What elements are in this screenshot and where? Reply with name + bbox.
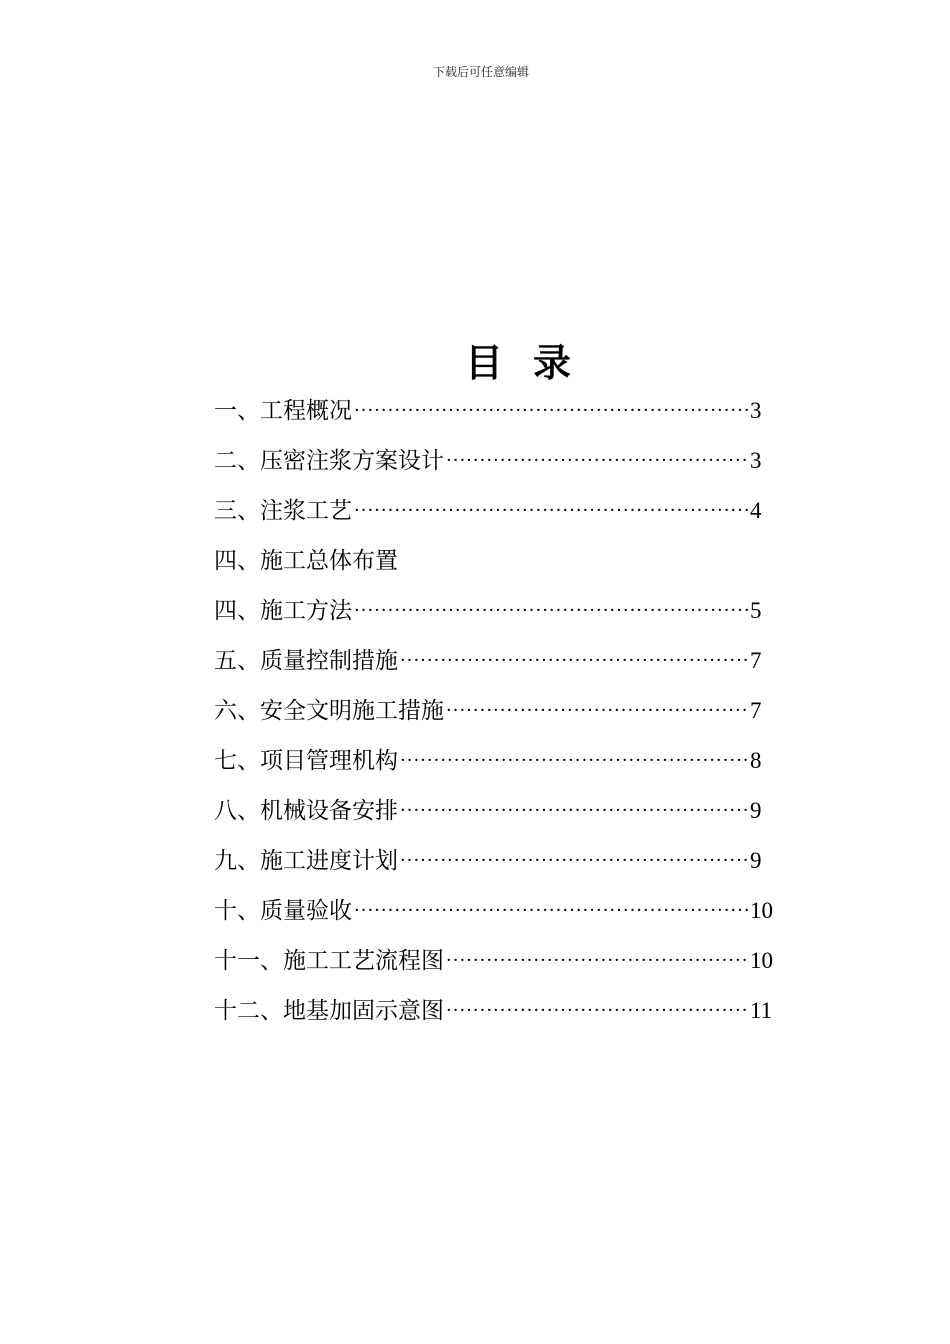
toc-entry[interactable] bbox=[214, 586, 776, 636]
toc-entry-label: 十、质量验收 bbox=[214, 898, 352, 924]
toc-dot-leader bbox=[354, 396, 749, 426]
toc-entry[interactable] bbox=[214, 636, 776, 686]
toc-dot-leader bbox=[400, 746, 749, 776]
toc-entry-label: 六、安全文明施工措施 bbox=[214, 698, 444, 724]
toc-entry-page: 11 bbox=[750, 998, 773, 1023]
toc-entry-page: 7 bbox=[750, 648, 762, 673]
toc-entry-page: 5 bbox=[750, 598, 762, 623]
toc-dot-leader bbox=[446, 946, 749, 976]
toc-entry-label: 九、施工进度计划 bbox=[214, 848, 398, 874]
toc-entry-label: 五、质量控制措施 bbox=[214, 648, 398, 674]
toc-entry-page: 4 bbox=[750, 498, 762, 523]
toc-entry-page: 9 bbox=[750, 798, 762, 823]
toc-entry-label: 四、施工总体布置 bbox=[214, 548, 398, 574]
toc-title bbox=[0, 338, 950, 388]
toc-entry[interactable] bbox=[214, 786, 776, 836]
toc-entry-label: 十一、施工工艺流程图 bbox=[214, 948, 444, 974]
toc-dot-leader bbox=[446, 996, 749, 1026]
toc-dot-leader bbox=[400, 846, 749, 876]
toc-dot-leader bbox=[400, 646, 749, 676]
toc-entry-label: 二、压密注浆方案设计 bbox=[214, 448, 444, 474]
toc-entry-label: 四、施工方法 bbox=[214, 598, 352, 624]
toc-entry[interactable] bbox=[214, 386, 776, 436]
page-header-note: 下载后可任意编辑 bbox=[432, 65, 529, 79]
toc-entry[interactable] bbox=[214, 686, 776, 736]
toc-entry[interactable] bbox=[214, 436, 776, 486]
toc-dot-leader bbox=[354, 596, 749, 626]
toc-entry-page: 3 bbox=[750, 448, 762, 473]
toc-entry-label: 七、项目管理机构 bbox=[214, 748, 398, 774]
toc-entry-page: 3 bbox=[750, 398, 762, 423]
toc-entry-label: 十二、地基加固示意图 bbox=[214, 998, 444, 1024]
toc-entry[interactable] bbox=[214, 986, 776, 1036]
toc-list bbox=[214, 386, 776, 1036]
toc-dot-leader bbox=[400, 796, 749, 826]
toc-entry-label: 八、机械设备安排 bbox=[214, 798, 398, 824]
toc-entry-page: 10 bbox=[750, 898, 773, 923]
toc-entry[interactable] bbox=[214, 736, 776, 786]
toc-entry-page: 9 bbox=[750, 848, 762, 873]
toc-entry[interactable] bbox=[214, 886, 776, 936]
toc-entry[interactable] bbox=[214, 536, 776, 586]
toc-entry-label: 一、工程概况 bbox=[214, 398, 352, 424]
toc-entry-label: 三、注浆工艺 bbox=[214, 498, 352, 524]
toc-dot-leader bbox=[354, 896, 749, 926]
toc-dot-leader bbox=[446, 446, 749, 476]
toc-dot-leader bbox=[354, 496, 749, 526]
toc-dot-leader bbox=[446, 696, 749, 726]
toc-entry[interactable] bbox=[214, 936, 776, 986]
toc-entry[interactable] bbox=[214, 486, 776, 536]
toc-title-second-char: 录 bbox=[533, 340, 572, 385]
toc-title-first-char: 目 bbox=[464, 340, 503, 385]
toc-entry-page: 8 bbox=[750, 748, 762, 773]
toc-entry-page: 10 bbox=[750, 948, 773, 973]
toc-entry[interactable] bbox=[214, 836, 776, 886]
toc-entry-page: 7 bbox=[750, 698, 762, 723]
